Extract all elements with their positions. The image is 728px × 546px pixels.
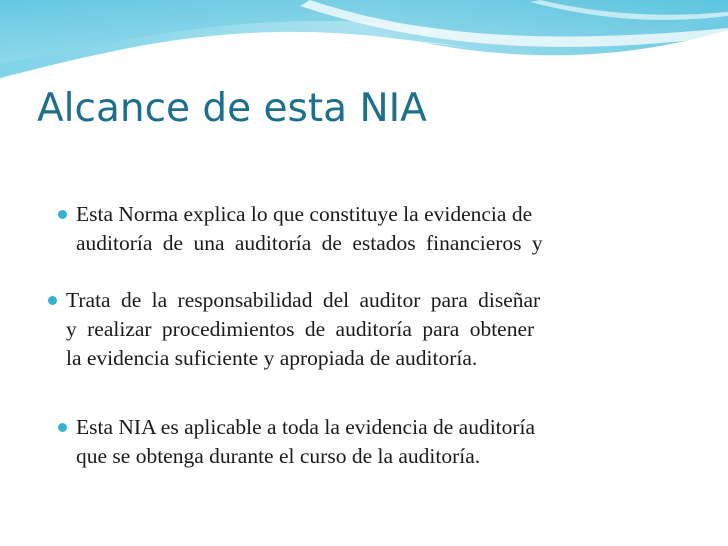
bullet-line: Trata de la responsabilidad del auditor para diseñar <box>66 288 541 312</box>
bullet-item <box>48 286 688 373</box>
bullet-line: la evidencia suficiente y apropiada de auditoría. <box>66 346 478 370</box>
bullet-item <box>58 200 693 258</box>
bullet-dot-icon <box>48 296 57 305</box>
bullet-dot-icon <box>58 423 67 432</box>
bullet-text <box>76 200 543 258</box>
bullet-line: que se obtenga durante el curso de la auditoría. <box>76 444 481 468</box>
bullet-dot-icon <box>58 210 67 219</box>
bullet-line: y realizar procedimientos de auditoría para obtener <box>66 317 535 341</box>
header-wave-decoration <box>0 0 728 90</box>
bullet-line: auditoría de una auditoría de estados financieros y <box>76 231 543 255</box>
bullet-line: Esta Norma explica lo que constituye la evidencia de <box>76 202 533 226</box>
slide-title: Alcance de esta NIA <box>37 86 427 131</box>
bullet-line: Esta NIA es aplicable a toda la evidencia de auditoría <box>76 415 536 439</box>
bullet-text <box>76 413 535 471</box>
bullet-text <box>66 286 540 373</box>
bullet-item <box>58 413 678 471</box>
